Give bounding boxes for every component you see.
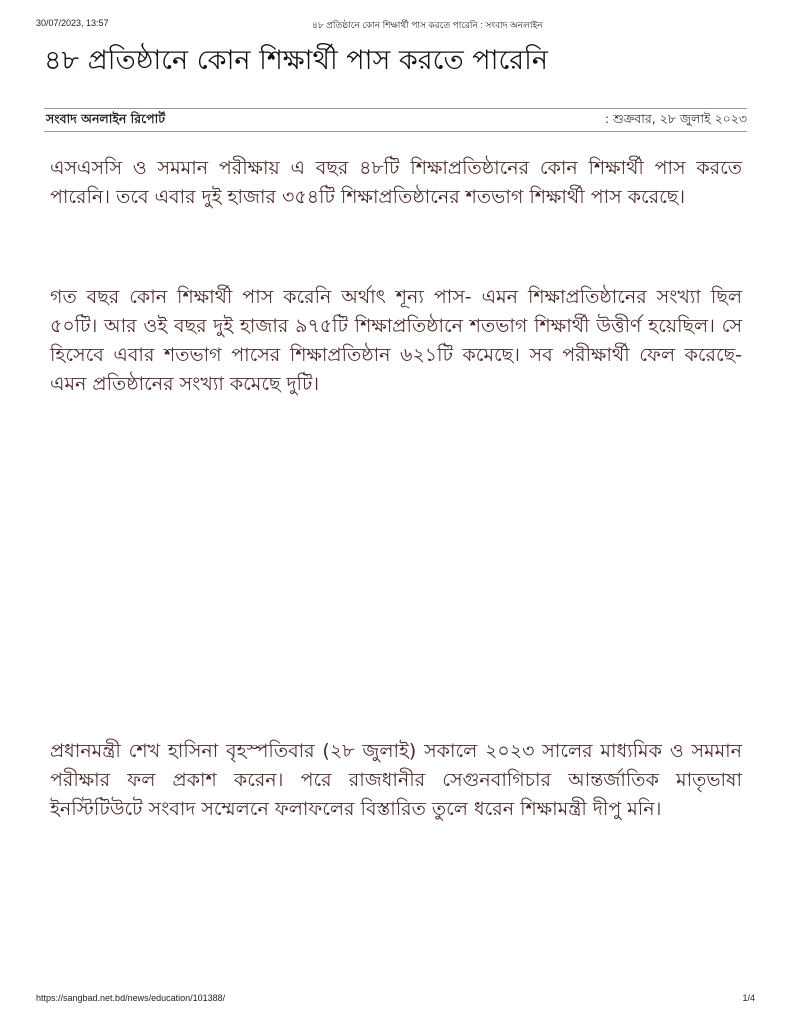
byline-bar bbox=[44, 108, 747, 132]
publish-date: : শুক্রবার, ২৮ জুলাই ২০২৩ bbox=[604, 111, 747, 126]
print-page-title: ৪৮ প্রতিষ্ঠানে কোন শিক্ষার্থী পাস করতে পারেনি : সংবাদ অনলাইন bbox=[312, 20, 543, 30]
print-header bbox=[36, 18, 755, 32]
reporter-name: সংবাদ অনলাইন রিপোর্ট bbox=[46, 111, 166, 126]
print-footer bbox=[36, 993, 755, 1007]
article-headline: ৪৮ প্রতিষ্ঠানে কোন শিক্ষার্থী পাস করতে পারেনি bbox=[44, 45, 548, 76]
print-datetime: 30/07/2023, 13:57 bbox=[36, 18, 109, 28]
article-paragraph: এসএসসি ও সমমান পরীক্ষায় এ বছর ৪৮টি শিক্ষাপ্রতিষ্ঠানের কোন শিক্ষার্থী পাস করতে পারেনি। তবে এবার দুই হাজার ৩৫৪টি শিক্ষাপ্রতিষ্ঠানের শতভাগ শিক্ষার্থী পাস করেছে। bbox=[50, 157, 742, 208]
article-paragraph: প্রধানমন্ত্রী শেখ হাসিনা বৃহস্পতিবার (২৮ জুলাই) সকালে ২০২৩ সালের মাধ্যমিক ও সমমান পরীক্ষার ফল প্রকাশ করেন। পরে রাজধানীর সেগুনবাগিচার আন্তর্জাতিক মাতৃভাষা ইনস্টিটিউটে সংবাদ সম্মেলনে ফলাফলের বিস্তারিত তুলে ধরেন শিক্ষামন্ত্রী দীপু মনি। bbox=[50, 740, 742, 820]
article-paragraph: গত বছর কোন শিক্ষার্থী পাস করেনি অর্থাৎ শূন্য পাস- এমন শিক্ষাপ্রতিষ্ঠানের সংখ্যা ছিল ৫০টি। আর ওই বছর দুই হাজার ৯৭৫টি শিক্ষাপ্রতিষ্ঠানে শতভাগ শিক্ষার্থী উত্তীর্ণ হয়েছিল। সে হিসেবে এবার শতভাগ পাসের শিক্ষাপ্রতিষ্ঠান ৬২১টি কমেছে। সব পরীক্ষার্থী ফেল করেছে- এমন প্রতিষ্ঠানের সংখ্যা কমেছে দুটি। bbox=[50, 286, 742, 395]
page-number: 1/4 bbox=[742, 993, 755, 1003]
page-url: https://sangbad.net.bd/news/education/101388/ bbox=[36, 993, 226, 1003]
